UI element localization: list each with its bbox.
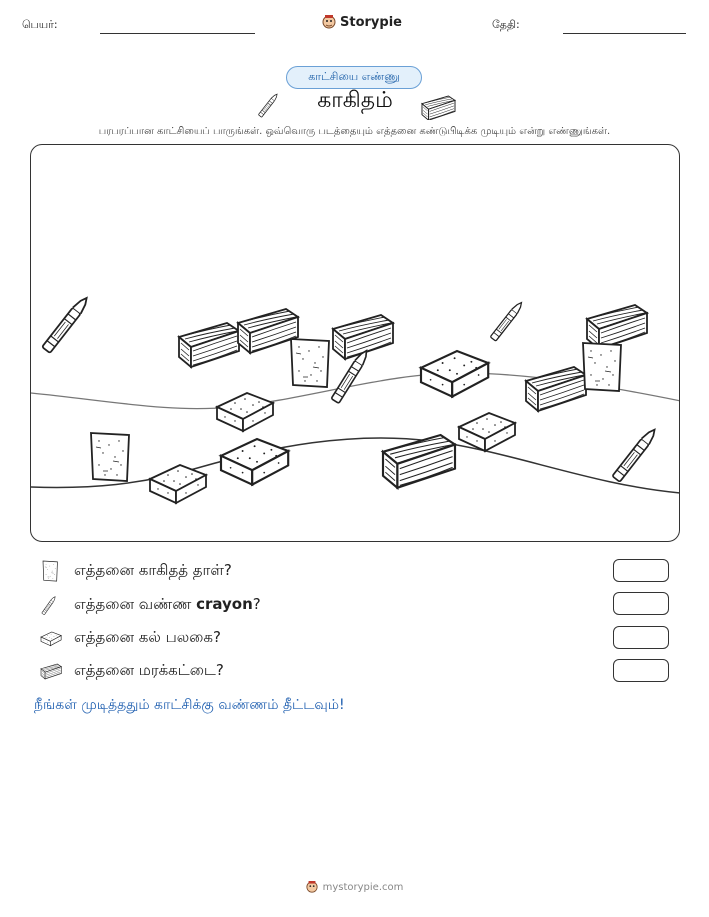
question-crayon: எத்தனை வண்ண crayon?: [74, 595, 261, 613]
slate-3[interactable]: [459, 413, 515, 451]
storypie-mascot-icon: [322, 14, 336, 30]
crayon-2[interactable]: [490, 300, 524, 341]
footer-url[interactable]: mystorypie.com: [322, 881, 404, 893]
paper-sheet-3[interactable]: [91, 433, 129, 481]
storypie-mascot-icon: [306, 880, 318, 894]
answer-box-crayon[interactable]: [613, 592, 669, 615]
date-line[interactable]: [563, 33, 686, 34]
wood-block-2[interactable]: [238, 309, 298, 353]
slate-icon: [40, 628, 62, 650]
slate-2[interactable]: [421, 351, 488, 397]
slate-4[interactable]: [221, 439, 288, 485]
name-label: பெயர்:: [22, 18, 58, 31]
busy-scene: [31, 145, 680, 542]
paper-sheet-icon: [40, 560, 62, 582]
scene-panel: [30, 144, 680, 542]
crayon-4[interactable]: [612, 427, 658, 482]
crayon-icon: [256, 92, 286, 120]
question-paper: எத்தனை காகிதத் தாள்?: [74, 561, 232, 579]
answer-box-paper[interactable]: [613, 559, 669, 582]
wood-block-icon: [40, 661, 62, 683]
wood-block-4[interactable]: [587, 305, 647, 349]
instructions: பரபரப்பான காட்சியைப் பாருங்கள். ஒவ்வொரு படத்தையும் எத்தனை கண்டுபிடிக்க முடியும் என்று எண்ணுங்கள்.: [98, 126, 611, 137]
answer-box-wood-block[interactable]: [613, 659, 669, 682]
brand-logo: [322, 14, 402, 30]
date-label: தேதி:: [492, 18, 520, 31]
name-line[interactable]: [100, 33, 255, 34]
crayon-icon: [40, 594, 62, 616]
paper-sheet-1[interactable]: [291, 339, 329, 387]
wood-block-5[interactable]: [526, 367, 586, 411]
brand-name: Storypie: [340, 14, 402, 30]
answer-box-slate[interactable]: [613, 626, 669, 649]
activity-badge: காட்சியை எண்ணு: [286, 66, 422, 89]
wood-block-1[interactable]: [179, 323, 239, 367]
question-wood-block: எத்தனை மரக்கட்டை?: [74, 661, 224, 679]
slate-5[interactable]: [150, 465, 206, 503]
question-slate: எத்தனை கல் பலகை?: [74, 628, 221, 646]
color-prompt: நீங்கள் முடித்ததும் காட்சிக்கு வண்ணம் தீட்டவும்!: [34, 697, 345, 713]
slate-1[interactable]: [217, 393, 273, 431]
footer: [0, 880, 709, 894]
crayon-1[interactable]: [42, 295, 91, 353]
page-title: காகிதம்: [317, 88, 393, 113]
wood-block-6[interactable]: [383, 435, 455, 488]
wood-block-icon: [420, 94, 456, 120]
paper-sheet-2[interactable]: [583, 343, 621, 391]
